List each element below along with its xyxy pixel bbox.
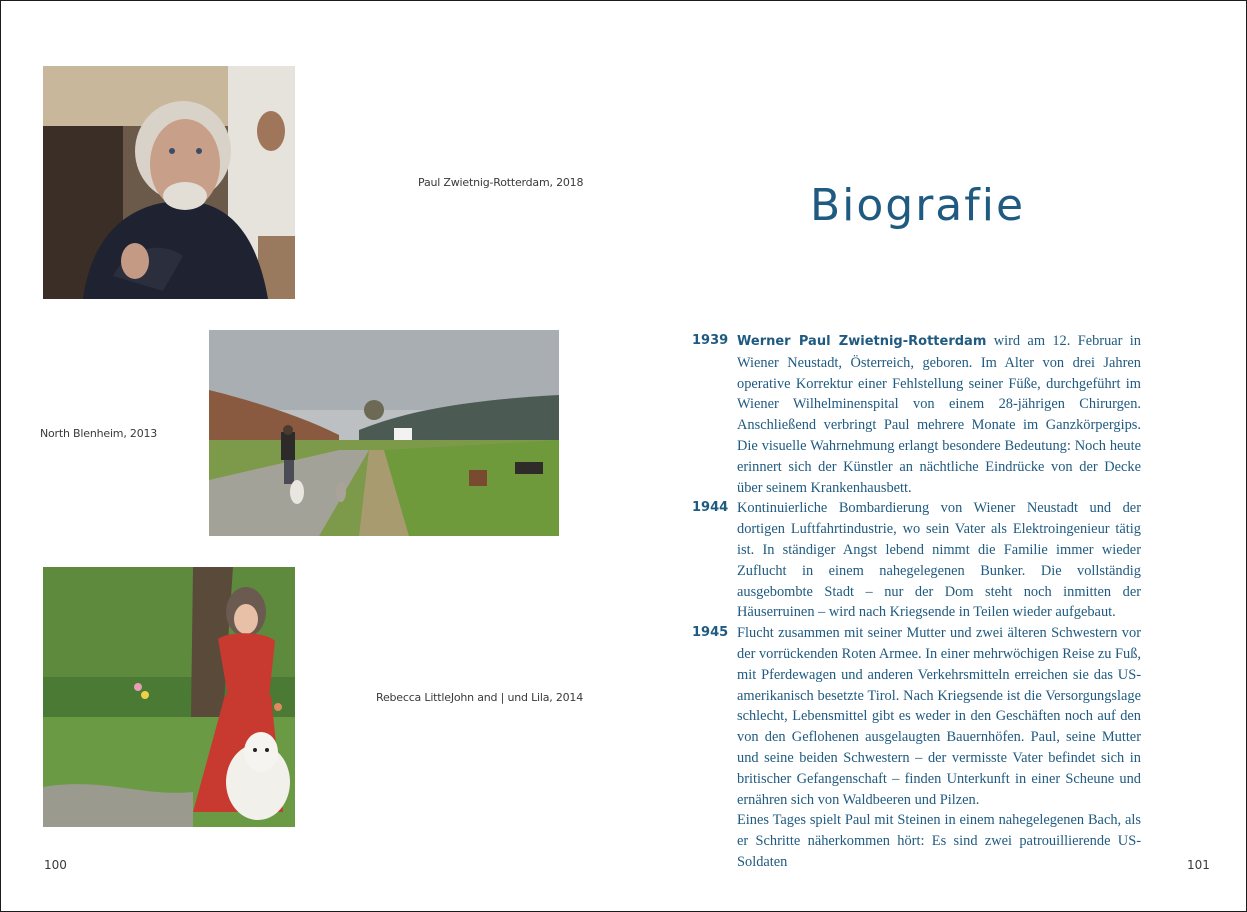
photo-caption: Rebecca LittleJohn and | und Lila, 2014 bbox=[376, 691, 584, 704]
entry-text: Kontinuierliche Bombardierung von Wiener Neustadt und der dortigen Luftfahrtindustrie, wo sein Vater als Elektroingenieur tätig ist. In ständiger Angst lebend nimmt die Familie immer wieder Zuflucht in einem nahegelegenen Bunker. Die vollständig ausgebombte Stadt – nur der Dom steht noch inmitten der Häuserruinen – wird nach Kriegsende in Teilen wieder aufgebaut. bbox=[737, 500, 1141, 621]
page-number-left: 100 bbox=[44, 858, 67, 872]
landscape-photo bbox=[209, 330, 559, 536]
entry-year: 1944 bbox=[692, 500, 729, 516]
page-number-right: 101 bbox=[1187, 858, 1210, 872]
photo-caption: North Blenheim, 2013 bbox=[40, 427, 158, 440]
photo-caption: Paul Zwietnig-Rotterdam, 2018 bbox=[418, 176, 584, 189]
bio-entry bbox=[692, 498, 1141, 623]
entry-year: 1945 bbox=[692, 625, 729, 641]
entry-text: wird am 12. Februar in Wiener Neustadt, Österreich, geboren. Im Alter von drei Jahren operative Korrektur einer Fehlstellung seiner Füße, durchgeführt im Wiener Wilhelminenspital von einem 28-jährigen Chirurgen. Anschließend verbringt Paul mehrere Monate im Ganzkörpergips. Die visuelle Wahrnehmung erlangt besondere Bedeutung: Noch heute erinnert sich der Künstler an nächtliche Eindrücke von der Decke über seinem Krankenhausbett. bbox=[737, 333, 1141, 496]
continuation-paragraph: Eines Tages spielt Paul mit Steinen in einem nahegelegenen Bach, als er Schritte näherkommen hört: Es sind zwei patrouillierende US-Soldaten bbox=[737, 812, 1141, 870]
woman-dog-photo bbox=[43, 567, 295, 827]
artist-name: Werner Paul Zwietnig-Rotterdam bbox=[737, 334, 987, 349]
page-title: Biografie bbox=[809, 180, 1026, 231]
entry-year: 1939 bbox=[692, 333, 729, 348]
biography-text bbox=[692, 331, 1141, 873]
portrait-photo bbox=[43, 66, 295, 299]
entry-text: Flucht zusammen mit seiner Mutter und zwei älteren Schwestern vor der vorrückenden Roten Armee. In einer mehrwöchigen Reise zu Fuß, mit Pferdewagen und anderen Verkehrsmitteln erreichen sie das US-amerikanisch besetzte Tirol. Nach Kriegsende ist die Versorgungslage schlecht, Lebensmittel gibt es weder in den Geschäften noch auf den von den Geflohenen ausgelaugten Bauernhöfen. Paul, seine Mutter und seine beiden Schwestern – der vermisste Vater befindet sich in britischer Gefangenschaft – finden Unterkunft in einer Scheune und ernähren sich von Waldbeeren und Pilzen. bbox=[737, 625, 1142, 808]
bio-entry bbox=[692, 623, 1141, 810]
bio-entry bbox=[692, 331, 1141, 498]
